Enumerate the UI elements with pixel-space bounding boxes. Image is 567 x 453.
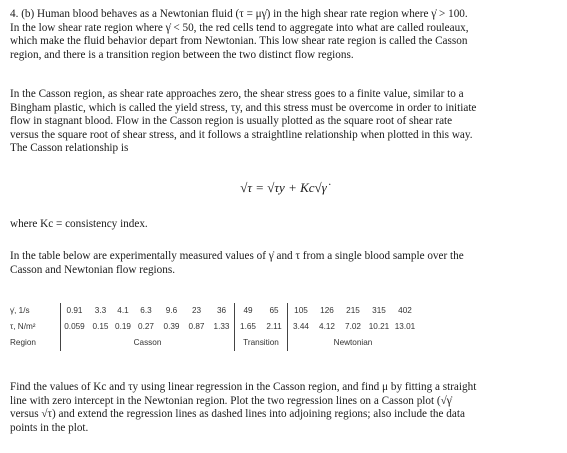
intro-line-4: region, and there is a transition region between the two distinct flow regions. xyxy=(10,48,354,61)
table-cell: 7.02 xyxy=(345,321,361,331)
casson-equation: √τ = √τy + Kc√γ̇ xyxy=(240,180,327,195)
table-cell: 0.39 xyxy=(163,321,180,331)
table-cell: 10.21 xyxy=(368,321,390,331)
intro-line-3: which make the fluid behavior depart from Newtonian. This low shear rate region is called the Casson xyxy=(10,35,468,48)
table-cell: 13.01 xyxy=(394,321,416,331)
intro-line-2: In the low shear rate region where γ̇ < 50, the red cells tend to aggregate into what are called rouleaux, xyxy=(10,21,469,34)
table-intro-line-1: In the table below are experimentally measured values of γ̇ and τ from a single blood sample over the xyxy=(10,250,464,262)
casson-line-1: In the Casson region, as shear rate approaches zero, the shear stress goes to a finite value, similar to a xyxy=(10,88,464,100)
table-cell: 126 xyxy=(320,305,334,315)
table-cell: 4.12 xyxy=(319,321,335,331)
table-intro-line-2: Casson and Newtonian flow regions. xyxy=(10,263,175,276)
table-cell: 36 xyxy=(216,305,227,315)
casson-line-4: versus the square root of shear stress, and it follows a straightline relationship when plotted in this way. xyxy=(10,128,473,141)
region-transition: Transition xyxy=(235,335,288,351)
table-cell: 4.1 xyxy=(117,305,129,315)
region-label: Region xyxy=(10,337,36,347)
casson-line-3: flow in stagnant blood. Flow in the Casson region is usually plotted as the square root of shear rate xyxy=(10,115,453,128)
data-table xyxy=(10,303,418,351)
table-cell: 9.6 xyxy=(165,305,178,315)
table-cell: 0.91 xyxy=(61,303,89,319)
where-line: where Kc = consistency index. xyxy=(10,218,148,230)
table-intro-paragraph xyxy=(10,250,558,277)
table-cell: 0.27 xyxy=(138,321,154,331)
table-cell: 65 xyxy=(269,305,279,315)
table-cell: 105 xyxy=(288,303,315,319)
table-cell: 0.19 xyxy=(115,321,131,331)
table-cell: 3.3 xyxy=(94,305,107,315)
table-cell: 0.15 xyxy=(92,321,109,331)
shear-stress-row xyxy=(10,319,418,335)
table-cell: 2.11 xyxy=(266,321,282,331)
table-cell: 0.87 xyxy=(188,321,205,331)
region-casson: Casson xyxy=(61,335,235,351)
task-line-1: Find the values of Kc and τy using linear regression in the Casson region, and find μ by fitting a straight xyxy=(10,381,477,393)
task-line-4: points in the plot. xyxy=(10,421,89,434)
task-line-2: line with zero intercept in the Newtonian region. Plot the two regression lines on a Casson plot (√γ̇ xyxy=(10,394,452,407)
table-cell: 6.3 xyxy=(140,305,152,315)
table-cell: 1.33 xyxy=(213,321,230,331)
shear-rate-label: γ̇, 1/s xyxy=(10,305,30,315)
task-paragraph xyxy=(10,381,558,435)
table-cell: 315 xyxy=(372,305,386,315)
intro-paragraph xyxy=(10,8,558,62)
casson-paragraph xyxy=(10,88,558,156)
casson-line-2: Bingham plastic, which is called the yield stress, τy, and this stress must be overcome in order to initiate xyxy=(10,101,477,114)
table-cell: 215 xyxy=(346,305,360,315)
shear-rate-row xyxy=(10,303,418,319)
casson-line-5: The Casson relationship is xyxy=(10,142,129,155)
table-cell: 0.059 xyxy=(61,319,89,335)
task-line-3: versus √τ) and extend the regression lines as dashed lines into adjoining regions; also include the data xyxy=(10,408,465,421)
table-cell: 3.44 xyxy=(288,319,315,335)
table-cell: 1.65 xyxy=(235,319,262,335)
table-cell: 23 xyxy=(191,305,202,315)
region-newtonian: Newtonian xyxy=(288,335,419,351)
intro-line-1: 4. (b) Human blood behaves as a Newtonian fluid (τ = μγ̇) in the high shear rate region where γ̇ > 100. xyxy=(10,8,468,20)
table-cell: 402 xyxy=(398,305,412,315)
shear-stress-label: τ, N/m² xyxy=(10,321,36,331)
region-row xyxy=(10,335,418,351)
table-cell: 49 xyxy=(235,303,262,319)
